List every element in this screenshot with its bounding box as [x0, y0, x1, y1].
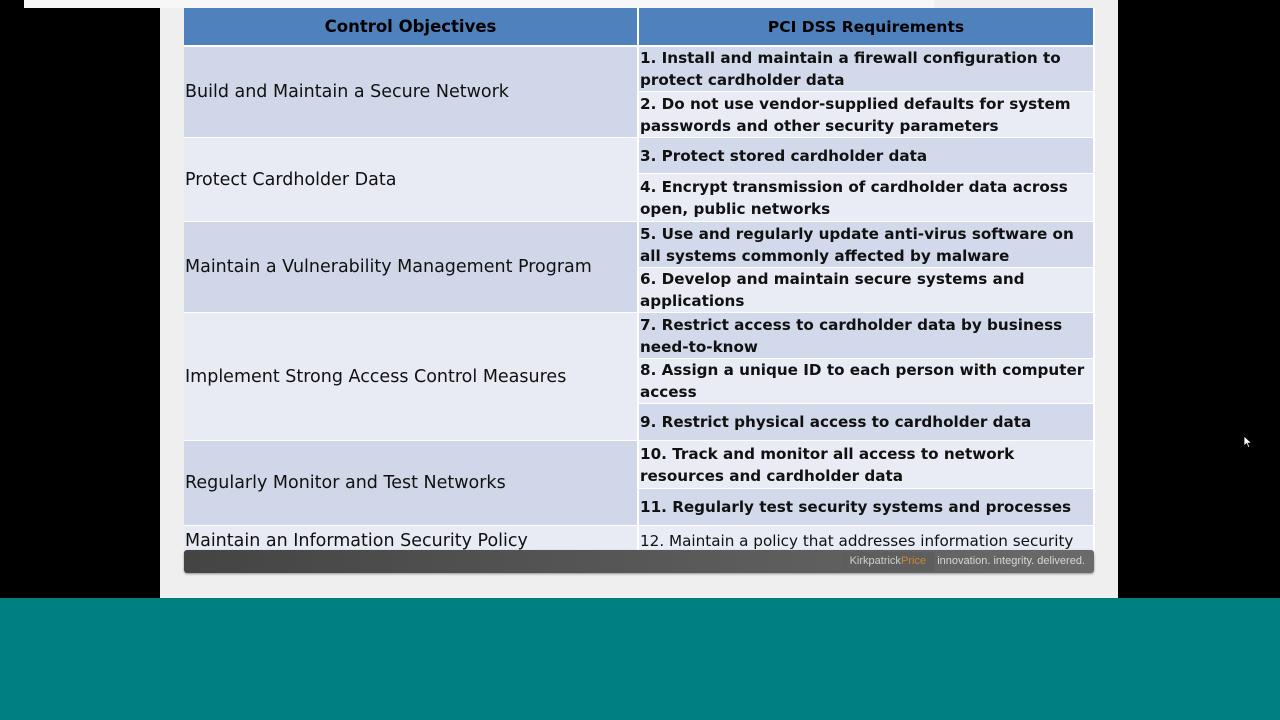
objective-cell: Regularly Monitor and Test Networks — [184, 441, 638, 526]
requirement-cell: 8. Assign a unique ID to each person with computer access — [638, 359, 1094, 404]
objective-cell: Build and Maintain a Secure Network — [184, 46, 638, 138]
requirement-cell: 1. Install and maintain a firewall configuration to protect cardholder data — [638, 46, 1094, 92]
pci-requirements-table — [184, 8, 1095, 556]
table-row — [184, 222, 1094, 268]
requirement-cell: 3. Protect stored cardholder data — [638, 138, 1094, 174]
table-row — [184, 46, 1094, 92]
requirement-cell: 9. Restrict physical access to cardholder data — [638, 404, 1094, 441]
kirkpatrick-price-logo — [842, 552, 934, 571]
table-header-row — [184, 8, 1094, 46]
requirement-cell: 2. Do not use vendor-supplied defaults for system passwords and other security parameters — [638, 92, 1094, 138]
teal-background-band — [0, 598, 1280, 720]
table-row — [184, 313, 1094, 359]
requirement-cell: 12. Maintain a policy that addresses information security — [638, 526, 1094, 556]
requirement-cell: 6. Develop and maintain secure systems and applications — [638, 268, 1094, 313]
slide-footer-bar — [184, 550, 1094, 573]
logo-text-primary: Kirkpatrick — [849, 555, 901, 567]
objective-cell: Implement Strong Access Control Measures — [184, 313, 638, 441]
objective-cell: Maintain an Information Security Policy — [184, 526, 638, 556]
requirement-cell: 5. Use and regularly update anti-virus software on all systems commonly affected by malware — [638, 222, 1094, 268]
slide-top-strip — [24, 0, 934, 8]
header-control-objectives: Control Objectives — [184, 8, 638, 46]
table-row — [184, 441, 1094, 489]
objective-cell: Protect Cardholder Data — [184, 138, 638, 222]
requirement-cell: 11. Regularly test security systems and processes — [638, 489, 1094, 526]
mouse-pointer-icon — [1243, 435, 1253, 449]
requirement-cell: 10. Track and monitor all access to network resources and cardholder data — [638, 441, 1094, 489]
requirement-cell: 4. Encrypt transmission of cardholder data across open, public networks — [638, 174, 1094, 222]
footer-tagline: innovation. integrity. delivered. — [937, 555, 1085, 567]
requirement-cell: 7. Restrict access to cardholder data by business need-to-know — [638, 313, 1094, 359]
header-pci-requirements: PCI DSS Requirements — [638, 8, 1094, 46]
table-row — [184, 138, 1094, 174]
objective-cell: Maintain a Vulnerability Management Program — [184, 222, 638, 313]
logo-text-accent: Price — [900, 555, 926, 567]
